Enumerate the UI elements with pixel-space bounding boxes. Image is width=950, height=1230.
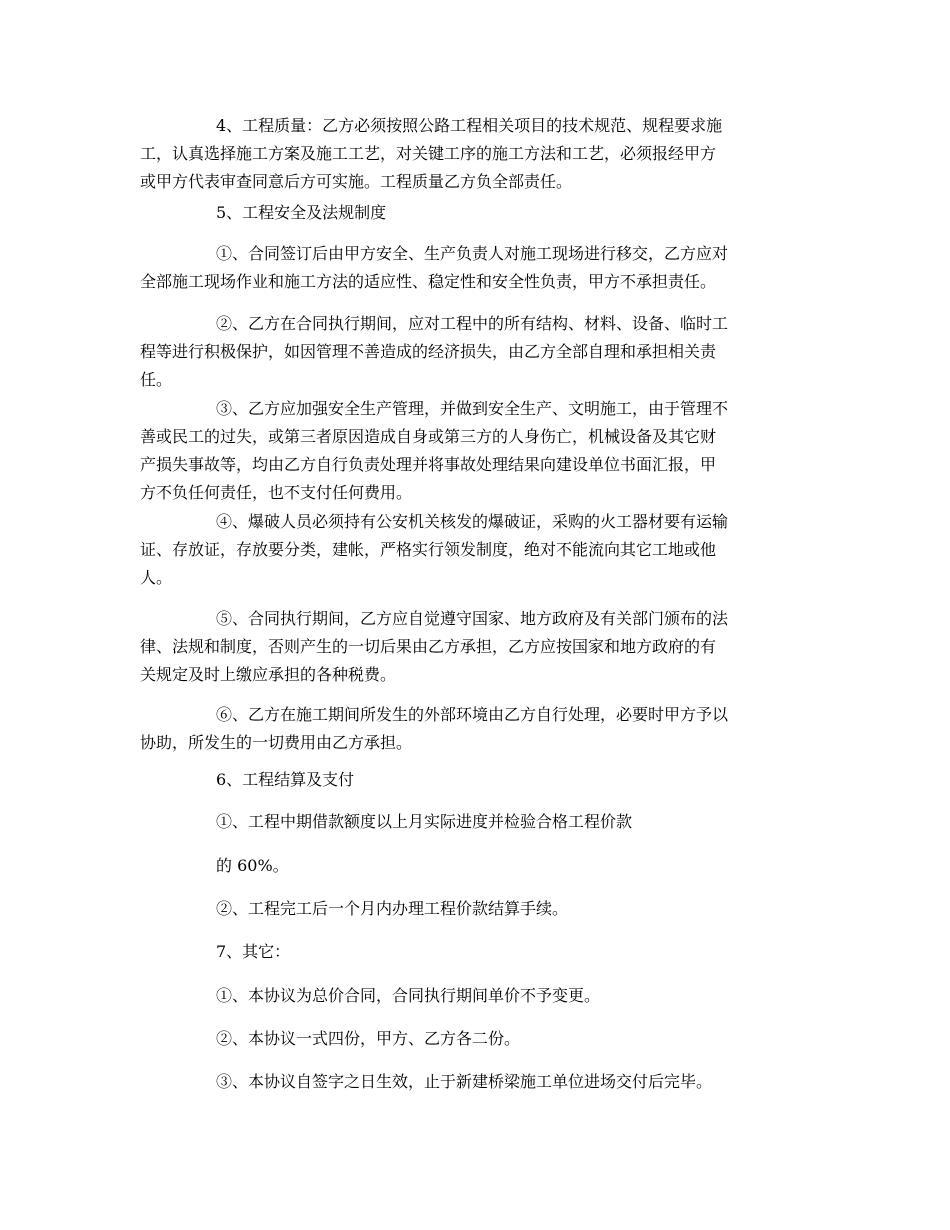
text-line: 工，认真选择施工方案及施工工艺，对关键工序的施工方法和工艺，必须报经甲方 [140,144,717,163]
text-line: ②、本协议一式四份，甲方、乙方各二份。 [216,1029,521,1048]
text-line: 善或民工的过失，或第三者原因造成自身或第三方的人身伤亡，机械设备及其它财 [140,427,717,446]
heading-other [140,938,814,966]
text-line: 关规定及时上缴应承担的各种税费。 [140,665,397,684]
text-line: 5、工程安全及法规制度 [216,203,387,222]
text-line: 7、其它： [216,942,291,961]
text-line: ①、本协议为总价合同，合同执行期间单价不予变更。 [216,986,601,1005]
text-line: 任。 [140,370,173,389]
paragraph-other-1 [140,982,814,1010]
text-line: 的 60%。 [216,856,289,875]
text-line: ⑥、乙方在施工期间所发生的外部环境由乙方自行处理，必要时甲方予以 [216,705,729,724]
text-line: ①、合同签订后由甲方安全、生产负责人对施工现场进行移交，乙方应对 [216,244,729,263]
text-line: 4、工程质量：乙方必须按照公路工程相关项目的技术规范、规程要求施 [216,116,723,135]
paragraph-payment-1 [140,808,814,836]
heading-settlement-payment [140,766,814,794]
paragraph-other-2 [140,1025,814,1053]
paragraph-safety-4 [140,508,814,592]
text-line: 协助，所发生的一切费用由乙方承担。 [140,733,413,752]
text-line: ⑤、合同执行期间，乙方应自觉遵守国家、地方政府及有关部门颁布的法 [216,609,729,628]
text-line: ①、工程中期借款额度以上月实际进度并检验合格工程价款 [216,812,633,831]
text-line: 方不负任何责任，也不支付任何费用。 [140,483,413,502]
text-line: 程等进行积极保护，如因管理不善造成的经济损失，由乙方全部自理和承担相关责 [140,342,717,361]
text-line: 6、工程结算及支付 [216,770,355,789]
paragraph-safety-3 [140,395,814,507]
paragraph-engineering-quality [140,112,814,196]
text-line: ③、本协议自签字之日生效，止于新建桥梁施工单位进场交付后完毕。 [216,1072,713,1091]
paragraph-safety-5 [140,605,814,689]
paragraph-other-3 [140,1068,814,1096]
text-line: 全部施工现场作业和施工方法的适应性、稳定性和安全性负责，甲方不承担责任。 [140,272,717,291]
text-line: ②、工程完工后一个月内办理工程价款结算手续。 [216,899,569,918]
text-line: ③、乙方应加强安全生产管理，并做到安全生产、文明施工，由于管理不 [216,399,729,418]
paragraph-safety-6 [140,701,814,757]
paragraph-payment-1-cont [140,852,814,880]
heading-safety-regulations [140,199,814,227]
text-line: 或甲方代表审查同意后方可实施。工程质量乙方负全部责任。 [140,172,573,191]
text-line: ②、乙方在合同执行期间，应对工程中的所有结构、材料、设备、临时工 [216,314,729,333]
paragraph-safety-1 [140,240,814,296]
text-line: 证、存放证，存放要分类，建帐，严格实行领发制度，绝对不能流向其它工地或他 [140,540,717,559]
text-line: 产损失事故等，均由乙方自行负责处理并将事故处理结果向建设单位书面汇报，甲 [140,455,717,474]
text-line: 人。 [140,568,173,587]
text-line: 律、法规和制度，否则产生的一切后果由乙方承担，乙方应按国家和地方政府的有 [140,637,717,656]
text-line: ④、爆破人员必须持有公安机关核发的爆破证，采购的火工器材要有运输 [216,512,729,531]
paragraph-payment-2 [140,895,814,923]
paragraph-safety-2 [140,310,814,394]
